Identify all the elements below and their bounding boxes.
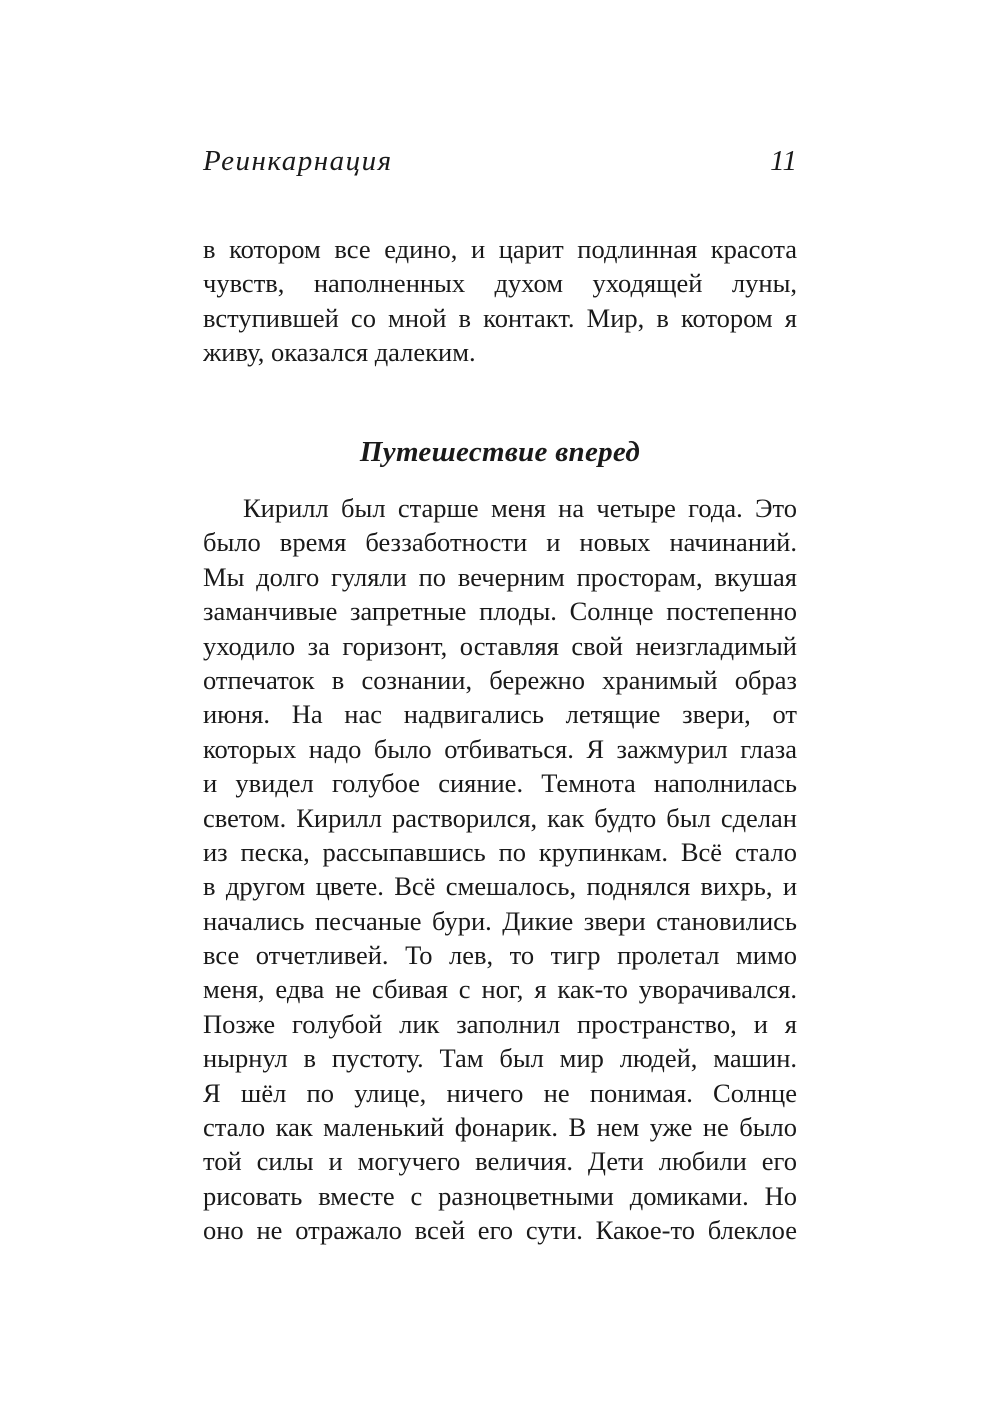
text-line: и увидел голубое сияние. Темнота наполнилась bbox=[203, 768, 797, 799]
text-line: меня, едва не сбивая с ног, я как-то уворачивался. bbox=[203, 974, 797, 1005]
text-line: живу, оказался далеким. bbox=[203, 337, 476, 368]
text-line: июня. На нас надвигались летящие звери, от bbox=[203, 699, 797, 730]
text-line: Позже голубой лик заполнил пространство, и я bbox=[203, 1008, 797, 1039]
paragraph-continuation bbox=[203, 232, 797, 370]
page-number: 11 bbox=[770, 145, 797, 177]
paragraph-body bbox=[203, 491, 797, 1248]
text-line: было время беззаботности и новых начинаний. bbox=[203, 527, 797, 558]
text-line: в котором все едино, и царит подлинная красота bbox=[203, 234, 797, 264]
text-line: все отчетливей. То лев, то тигр пролетал мимо bbox=[203, 940, 797, 971]
text-line: уходило за горизонт, оставляя свой неизгладимый bbox=[203, 630, 797, 661]
text-line: начались песчаные бури. Дикие звери становились bbox=[203, 905, 797, 936]
running-header bbox=[203, 145, 797, 185]
text-line: Мы долго гуляли по вечерним просторам, вкушая bbox=[203, 561, 797, 592]
text-line: нырнул в пустоту. Там был мир людей, машин. bbox=[203, 1043, 797, 1074]
text-line: в другом цвете. Всё смешалось, поднялся вихрь, и bbox=[203, 871, 797, 902]
text-line: той силы и могучего величия. Дети любили его bbox=[203, 1146, 797, 1177]
text-line: из песка, рассыпавшись по крупинкам. Всё стало bbox=[203, 836, 797, 867]
text-line: Кирилл был старше меня на четыре года. Это bbox=[243, 493, 797, 523]
text-line: чувств, наполненных духом уходящей луны, bbox=[203, 268, 797, 299]
text-line: оно не отражало всей его сути. Какое-то блеклое bbox=[203, 1215, 797, 1246]
running-title: Реинкарнация bbox=[203, 145, 393, 177]
text-line: рисовать вместе с разноцветными домиками. Но bbox=[203, 1180, 797, 1211]
text-line: светом. Кирилл растворился, как будто был сделан bbox=[203, 802, 797, 833]
text-line: которых надо было отбиваться. Я зажмурил глаза bbox=[203, 733, 797, 764]
text-line: Я шёл по улице, ничего не понимая. Солнце bbox=[203, 1077, 797, 1108]
chapter-heading: Путешествие вперед bbox=[359, 436, 641, 468]
text-line: вступившей со мной в контакт. Мир, в котором я bbox=[203, 302, 797, 333]
text-line: стало как маленький фонарик. В нем уже не было bbox=[203, 1112, 797, 1143]
text-line: отпечаток в сознании, бережно хранимый образ bbox=[203, 664, 797, 695]
text-line: заманчивые запретные плоды. Солнце постепенно bbox=[203, 596, 797, 627]
